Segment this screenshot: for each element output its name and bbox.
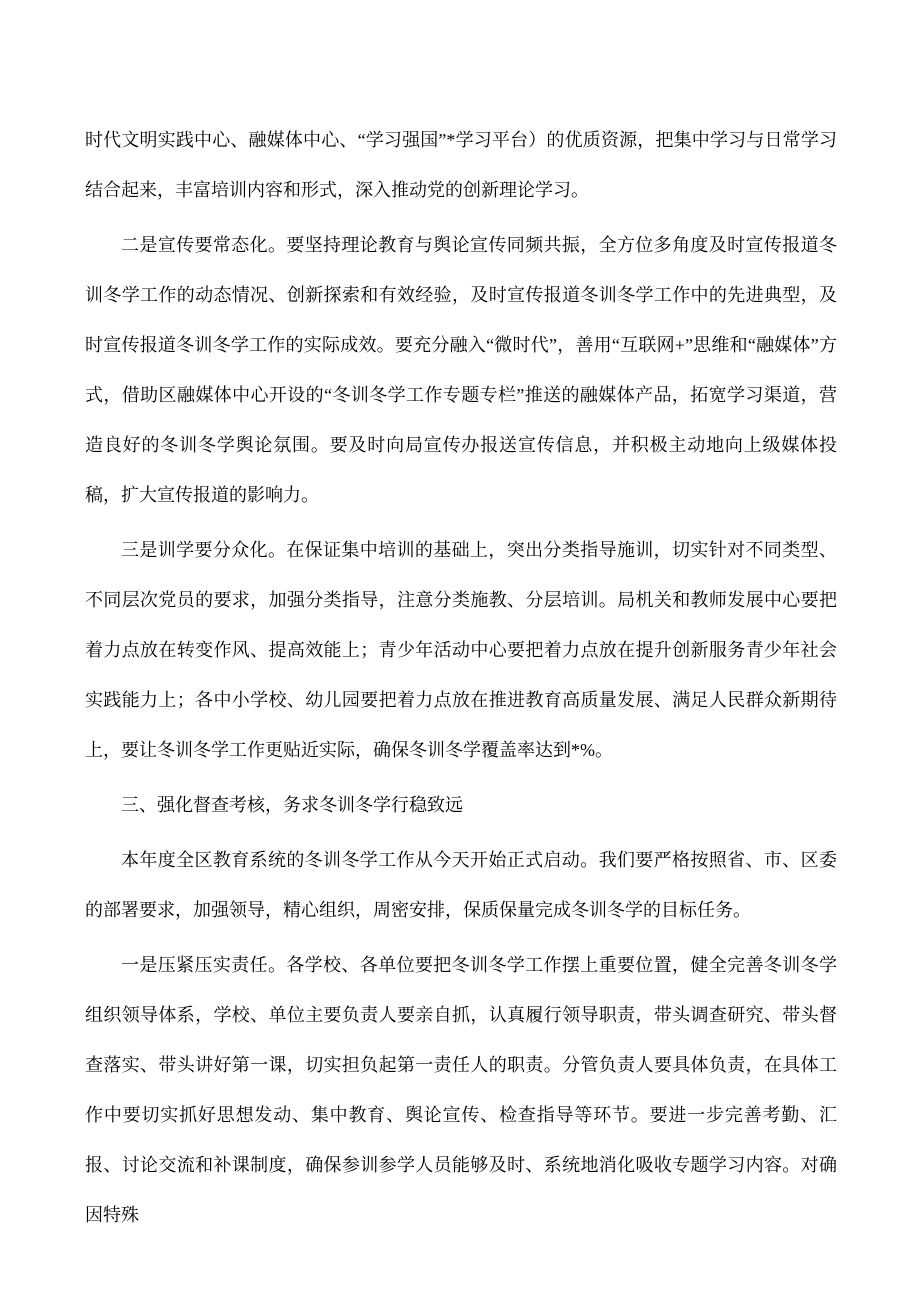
paragraph-responsibility: 一是压紧压实责任。各学校、各单位要把冬训冬学工作摆上重要位置，健全完善冬训冬学组织领导体系，学校、单位主要负责人要亲自抓，认真履行领导职责，带头调查研究、带头督查落实、带头讲好第一课，切实担负起第一责任人的职责。分管负责人要具体负责，在具体工作中要切实抓好思想发动、集中教育、舆论宣传、检查指导等环节。要进一步完善考勤、汇报、讨论交流和补课制度，确保参训参学人员能够及时、系统地消化吸收专题学习内容。对确因特殊 bbox=[85, 955, 837, 1225]
paragraph-publicity: 二是宣传要常态化。要坚持理论教育与舆论宣传同频共振，全方位多角度及时宣传报道冬训冬学工作的动态情况、创新探索和有效经验，及时宣传报道冬训冬学工作中的先进典型，及时宣传报道冬训冬学工作的实际成效。要充分融入“微时代”，善用“互联网+”思维和“融媒体”方式，借助区融媒体中心开设的“冬训冬学工作专题专栏”推送的融媒体产品，拓宽学习渠道，营造良好的冬训冬学舆论氛围。要及时向局宣传办报送宣传信息，并积极主动地向上级媒体投稿，扩大宣传报道的影响力。 bbox=[85, 235, 837, 505]
paragraph-launch: 本年度全区教育系统的冬训冬学工作从今天开始正式启动。我们要严格按照省、市、区委的部署要求，加强领导，精心组织，周密安排，保质保量完成冬训冬学的目标任务。 bbox=[85, 850, 837, 920]
section-heading: 三、强化督查考核，务求冬训冬学行稳致远 bbox=[121, 795, 463, 815]
paragraph-training: 三是训学要分众化。在保证集中培训的基础上，突出分类指导施训，切实针对不同类型、不同层次党员的要求，加强分类指导，注意分类施教、分层培训。局机关和教师发展中心要把着力点放在转变作风、提高效能上；青少年活动中心要把着力点放在提升创新服务青少年社会实践能力上；各中小学校、幼儿园要把着力点放在推进教育高质量发展、满足人民群众新期待上，要让冬训冬学工作更贴近实际，确保冬训冬学覆盖率达到*%。 bbox=[85, 540, 837, 760]
paragraph-continuation: 时代文明实践中心、融媒体中心、“学习强国”*学习平台）的优质资源，把集中学习与日常学习结合起来，丰富培训内容和形式，深入推动党的创新理论学习。 bbox=[85, 130, 837, 200]
